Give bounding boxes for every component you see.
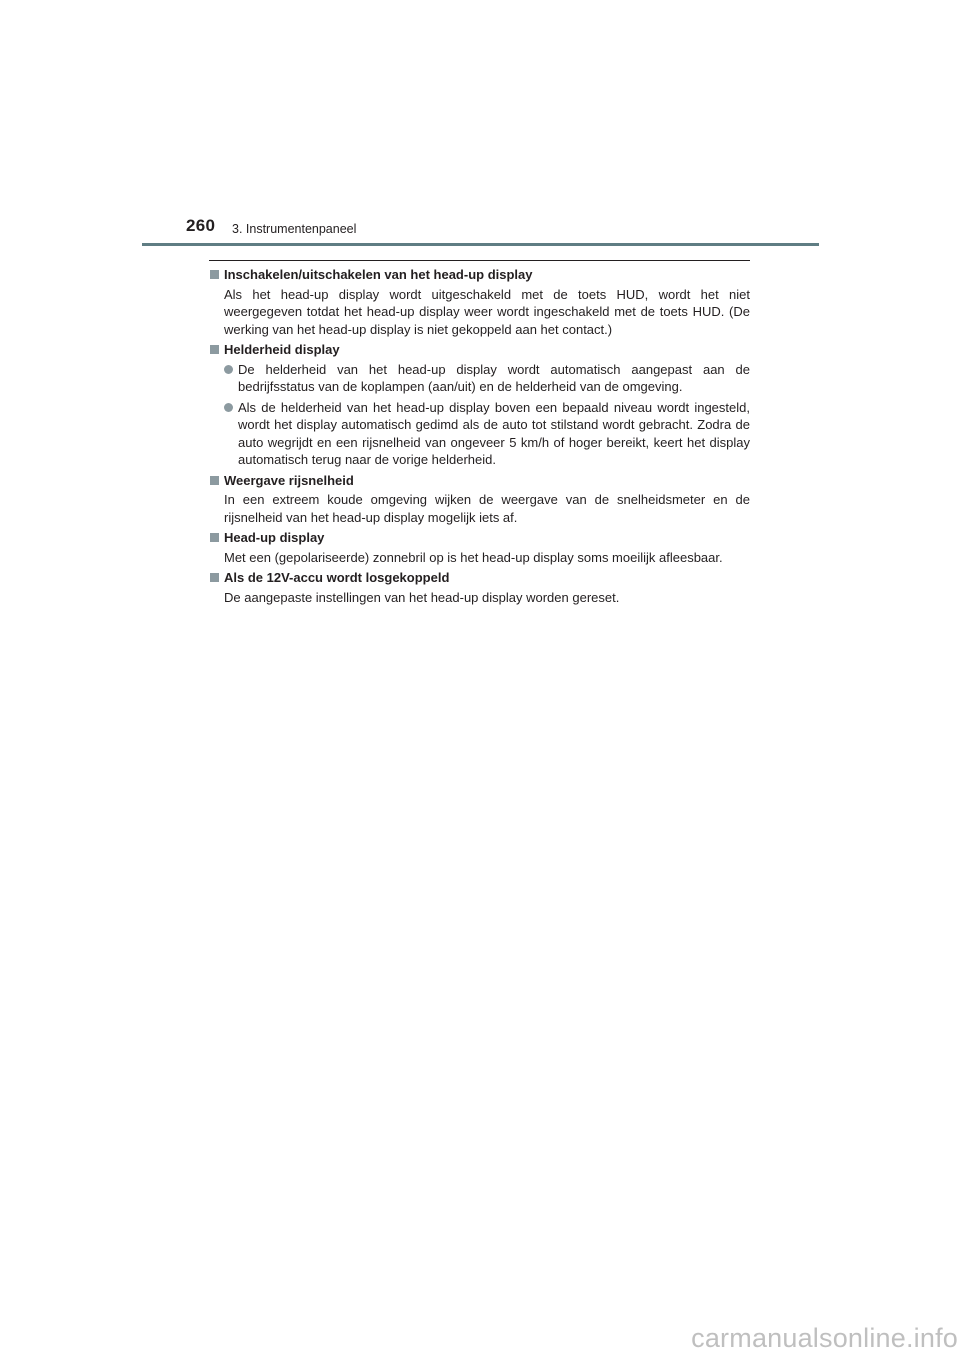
page-number: 260 — [186, 216, 216, 235]
section-heading-text: Als de 12V-accu wordt losgekoppeld — [224, 570, 450, 585]
section — [209, 529, 750, 566]
square-bullet-icon — [210, 476, 219, 485]
bullet-item — [209, 361, 750, 396]
section-heading-text: Head-up display — [224, 530, 325, 545]
section — [209, 569, 750, 606]
content-rule — [209, 260, 750, 261]
header-rule — [142, 243, 819, 246]
circle-bullet-icon — [224, 403, 233, 412]
section-heading — [209, 341, 750, 359]
square-bullet-icon — [210, 533, 219, 542]
section-heading-text: Inschakelen/uitschakelen van het head-up display — [224, 267, 533, 282]
content — [209, 266, 750, 609]
section — [209, 472, 750, 527]
section — [209, 341, 750, 469]
section — [209, 266, 750, 338]
paragraph: In een extreem koude omgeving wijken de weergave van de snelheidsmeter en de rijsnelheid van het head-up display mogelijk iets af. — [224, 492, 750, 525]
bullet-text: Als de helderheid van het head-up display boven een bepaald niveau wordt ingesteld, wordt het display automatisch gedimd als de auto tot stilstand wordt gebracht. Zodra de auto wegrijdt en een rijsnelheid van ongeveer 5 km/h of hoger bereikt, keert het display automatisch terug naar de vorige helderheid. — [238, 399, 750, 467]
circle-bullet-icon — [224, 365, 233, 374]
chapter-title: 3. Instrumentenpaneel — [232, 222, 357, 236]
square-bullet-icon — [210, 573, 219, 582]
section-heading — [209, 266, 750, 284]
paragraph: De aangepaste instellingen van het head-up display worden gereset. — [224, 589, 620, 605]
bullet-text: De helderheid van het head-up display wordt automatisch aangepast aan de bedrijfsstatus van de koplampen (aan/uit) en de helderheid van de omgeving. — [238, 361, 750, 394]
paragraph: Als het head-up display wordt uitgeschakeld met de toets HUD, wordt het niet weergegeven totdat het head-up display weer wordt ingeschakeld met de toets HUD. (De werking van het head-up display is niet gekoppeld aan het contact.) — [224, 286, 750, 337]
paragraph: Met een (gepolariseerde) zonnebril op is het head-up display soms moeilijk afleesbaar. — [224, 549, 723, 565]
section-heading-text: Helderheid display — [224, 342, 340, 357]
watermark: carmanualsonline.info — [691, 1323, 958, 1353]
bullet-item — [209, 399, 750, 469]
section-heading-text: Weergave rijsnelheid — [224, 472, 354, 488]
section-heading — [209, 529, 750, 547]
section-heading — [209, 472, 750, 490]
section-heading — [209, 569, 750, 587]
square-bullet-icon — [210, 345, 219, 354]
square-bullet-icon — [210, 270, 219, 279]
